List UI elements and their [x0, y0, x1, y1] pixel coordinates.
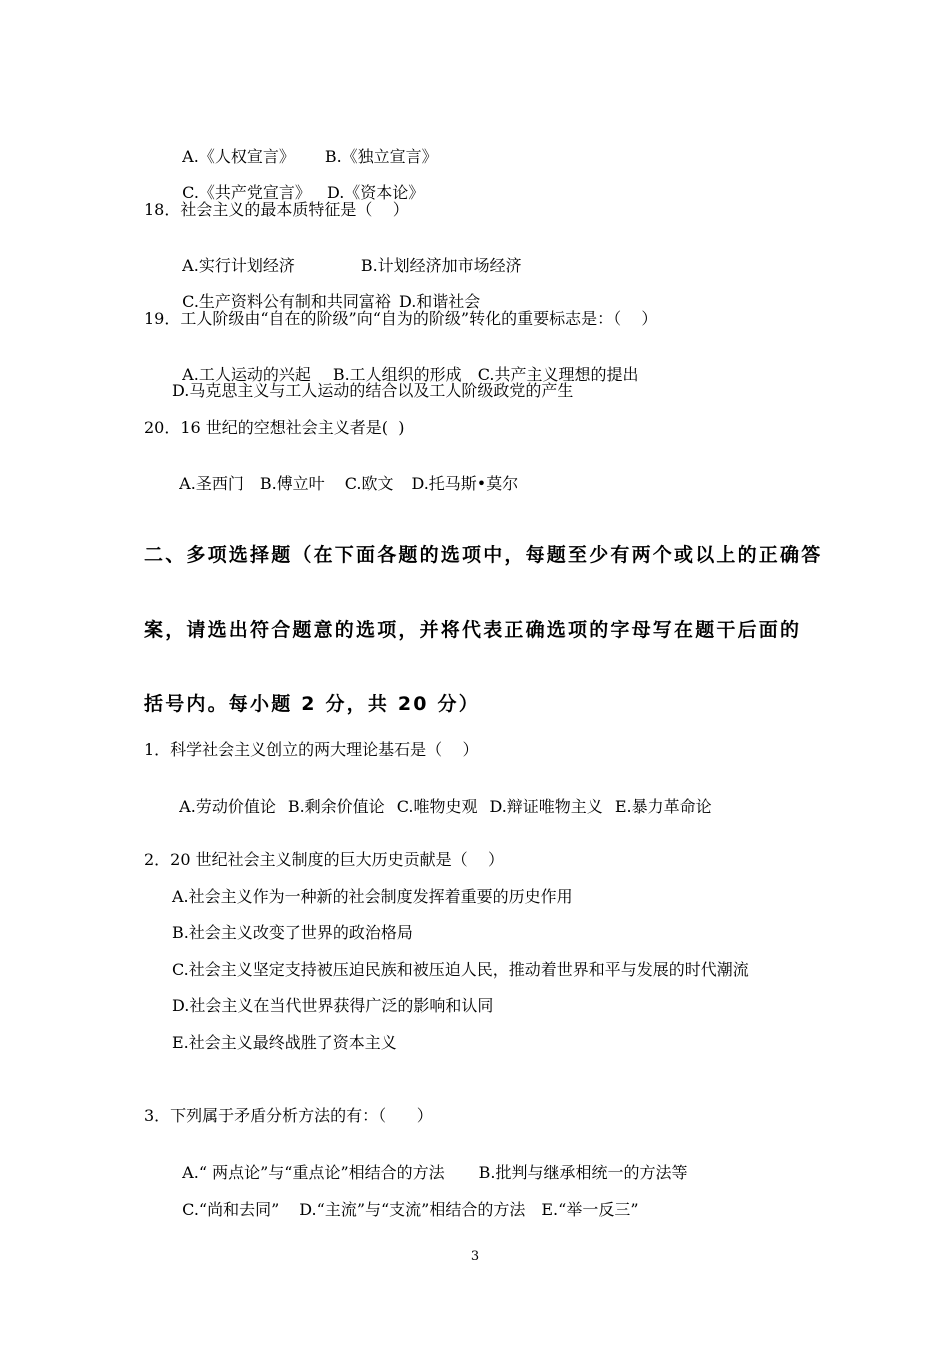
m3-option-e: E.“举一反三”	[541, 1200, 639, 1219]
m2-option-d: D.社会主义在当代世界获得广泛的影响和认同	[172, 996, 494, 1015]
q19-options-line1	[172, 345, 638, 385]
m1-option-a: A.劳动价值论	[179, 797, 276, 816]
m1-options	[169, 777, 712, 817]
q20-options	[169, 454, 518, 494]
m3-option-a: A.“ 两点论”与“重点论”相结合的方法	[182, 1163, 445, 1182]
q20-option-d: D.托马斯•莫尔	[411, 474, 519, 493]
m1-option-b: B.剩余价值论	[287, 797, 385, 816]
m3-stem: 3．下列属于矛盾分析方法的有：（ ）	[144, 1106, 433, 1125]
q19-option-b: B.工人组织的形成	[332, 365, 462, 384]
m2-option-a: A.社会主义作为一种新的社会制度发挥着重要的历史作用	[172, 887, 573, 906]
m1-option-c: C.唯物史观	[396, 797, 478, 816]
q17-options-line1	[172, 127, 438, 167]
m2-option-b: B.社会主义改变了世界的政治格局	[172, 923, 413, 942]
q17-options-line2	[172, 163, 424, 203]
m2-option-c: C.社会主义坚定支持被压迫民族和被压迫人民，推动着世界和平与发展的时代潮流	[172, 960, 749, 979]
q18-option-b: B.计划经济加市场经济	[360, 256, 522, 275]
q17-option-d: D.《资本论》	[326, 183, 425, 202]
section2-heading-line1: 二、多项选择题（在下面各题的选项中，每题至少有两个或以上的正确答	[144, 544, 823, 566]
m1-option-e: E.暴力革命论	[614, 797, 712, 816]
q20-option-b: B.傅立叶	[259, 474, 325, 493]
q18-options-line2	[172, 272, 480, 312]
page-number: 3	[470, 1249, 480, 1264]
q18-stem: 18．社会主义的最本质特征是（ ）	[144, 200, 409, 219]
m3-option-b: B.批判与继承相统一的方法等	[478, 1163, 688, 1182]
q19-option-d: D.马克思主义与工人运动的结合以及工人阶级政党的产生	[172, 381, 574, 400]
m2-stem: 2．20 世纪社会主义制度的巨大历史贡献是（ ）	[144, 850, 504, 869]
m3-options-line1	[172, 1143, 687, 1183]
q18-options-line1	[172, 236, 522, 276]
q17-option-b: B.《独立宣言》	[324, 147, 438, 166]
m1-stem: 1．科学社会主义创立的两大理论基石是（ ）	[144, 740, 479, 759]
q20-option-a: A.圣西门	[179, 474, 244, 493]
q18-option-a: A.实行计划经济	[182, 256, 295, 275]
q17-option-a: A.《人权宣言》	[182, 147, 295, 166]
q20-option-c: C.欧文	[344, 474, 394, 493]
q19-option-c: C.共产主义理想的提出	[477, 365, 639, 384]
m2-option-e: E.社会主义最终战胜了资本主义	[172, 1033, 397, 1052]
section2-heading-line2: 案，请选出符合题意的选项，并将代表正确选项的字母写在题干后面的	[144, 619, 802, 641]
m3-options-line2	[172, 1180, 639, 1220]
q17-option-c: C.《共产党宣言》	[182, 183, 311, 202]
q19-option-a: A.工人运动的兴起	[182, 365, 311, 384]
m1-option-d: D.辩证唯物主义	[489, 797, 603, 816]
q20-stem: 20．16 世纪的空想社会主义者是( )	[144, 418, 405, 437]
m3-option-d: D.“主流”与“支流”相结合的方法	[299, 1200, 526, 1219]
q18-option-c: C.生产资料公有制和共同富裕	[182, 292, 391, 311]
m3-option-c: C.“尚和去同”	[182, 1200, 280, 1219]
q18-option-d: D.和谐社会	[398, 292, 481, 311]
q19-stem: 19．工人阶级由“自在的阶级”向“自为的阶级”转化的重要标志是：（ ）	[144, 309, 658, 328]
section2-heading-line3: 括号内。每小题 2 分，共 20 分）	[144, 693, 480, 715]
